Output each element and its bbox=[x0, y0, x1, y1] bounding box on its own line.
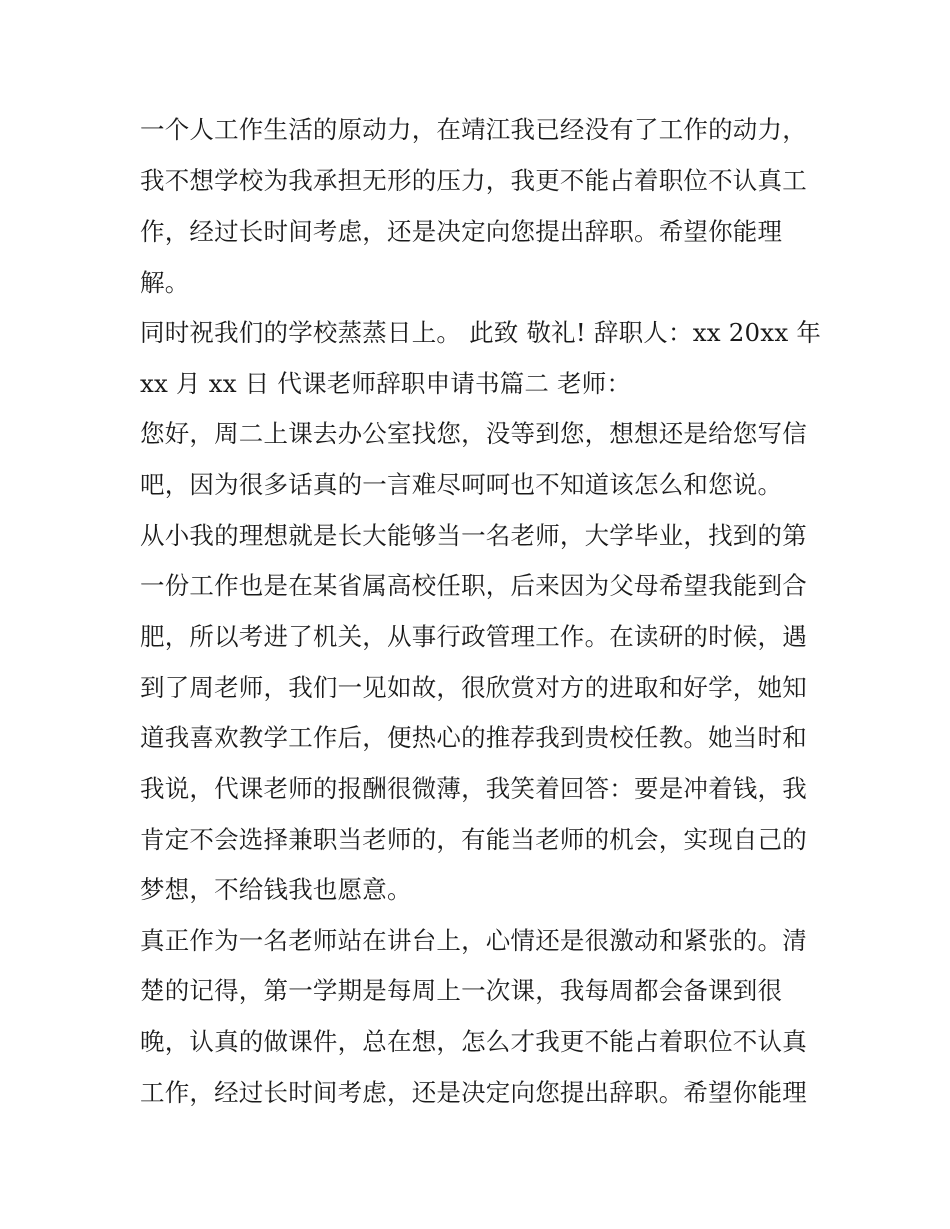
text-line: xx 月 xx 日 代课老师辞职申请书篇二 老师： bbox=[140, 369, 632, 398]
text-line: 我不想学校为我承担无形的压力，我更不能占着职位不认真工 bbox=[140, 166, 807, 195]
text-line: 楚的记得，第一学期是每周上一次课，我每周都会备课到很 bbox=[140, 976, 783, 1005]
text-line: 吧，因为很多话真的一言难尽呵呵也不知道该怎么和您说。 bbox=[140, 470, 783, 499]
text-line: 梦想，不给钱我也愿意。 bbox=[140, 875, 412, 904]
text-line: 肯定不会选择兼职当老师的，有能当老师的机会，实现自己的 bbox=[140, 825, 807, 854]
text-line: 一份工作也是在某省属高校任职，后来因为父母希望我能到合 bbox=[140, 571, 807, 600]
text-line: 同时祝我们的学校蒸蒸日上。 此致 敬礼! 辞职人：xx 20xx 年 bbox=[140, 318, 822, 347]
text-line: 解。 bbox=[140, 268, 190, 297]
text-line: 作，经过长时间考虑，还是决定向您提出辞职。希望你能理 bbox=[140, 217, 783, 246]
text-line: 从小我的理想就是长大能够当一名老师，大学毕业，找到的第 bbox=[140, 521, 807, 550]
text-line: 道我喜欢教学工作后，便热心的推荐我到贵校任教。她当时和 bbox=[140, 723, 807, 752]
text-line: 您好，周二上课去办公室找您，没等到您，想想还是给您写信 bbox=[140, 419, 807, 448]
text-line: 一个人工作生活的原动力，在靖江我已经没有了工作的动力， bbox=[140, 115, 807, 144]
text-line: 工作，经过长时间考虑，还是决定向您提出辞职。希望你能理 bbox=[140, 1078, 807, 1107]
text-line: 我说，代课老师的报酬很微薄，我笑着回答：要是冲着钱，我 bbox=[140, 774, 807, 803]
text-line: 真正作为一名老师站在讲台上，心情还是很激动和紧张的。清 bbox=[140, 926, 807, 955]
text-line: 到了周老师，我们一见如故，很欣赏对方的进取和好学，她知 bbox=[140, 673, 807, 702]
text-line: 晚，认真的做课件，总在想，怎么才我更不能占着职位不认真 bbox=[140, 1027, 807, 1056]
text-line: 肥，所以考进了机关，从事行政管理工作。在读研的时候，遇 bbox=[140, 622, 807, 651]
